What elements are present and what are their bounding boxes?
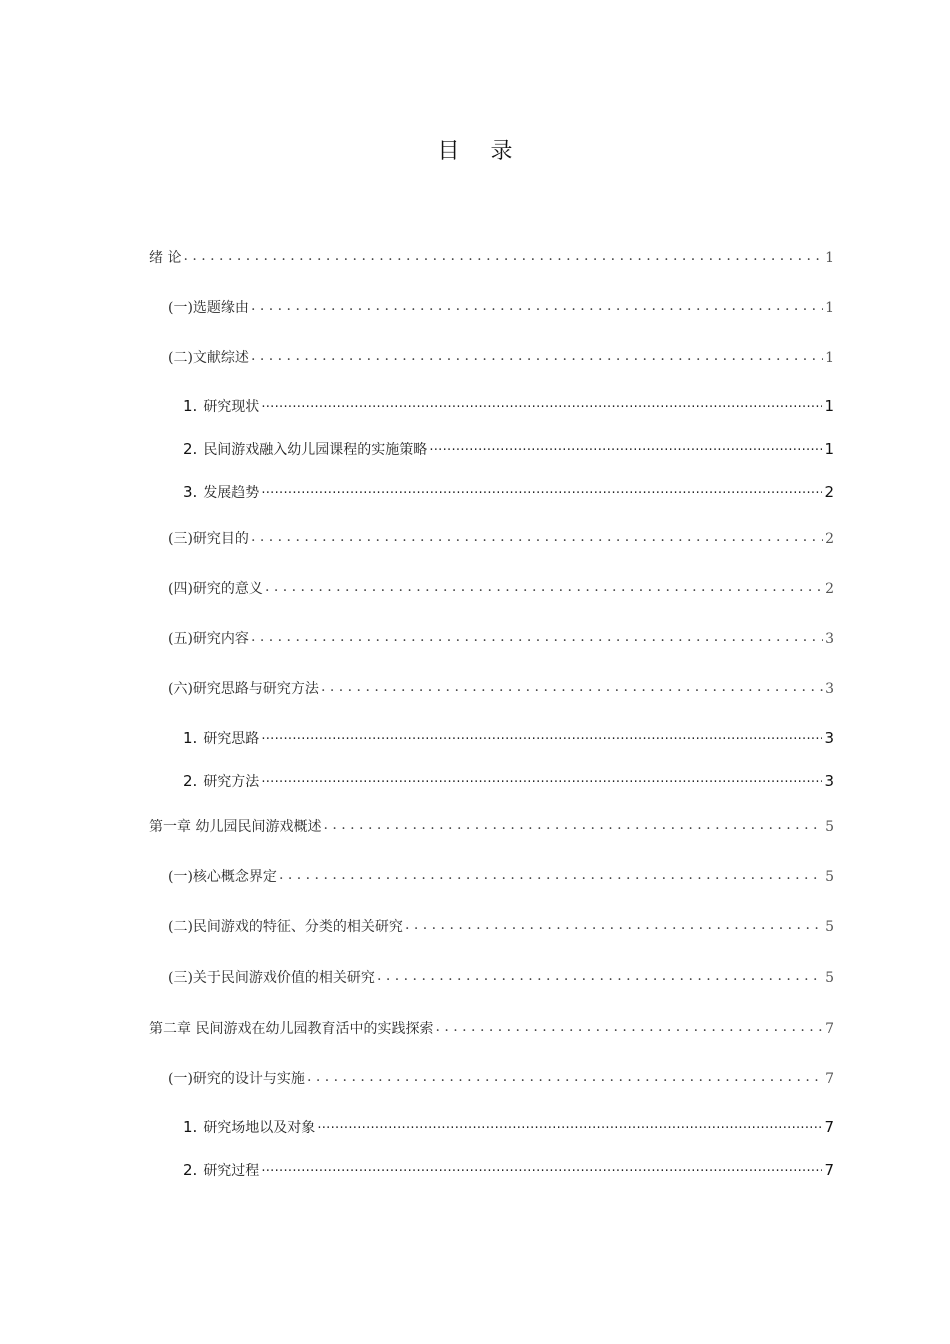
- toc-entry-label: (六)研究思路与研究方法: [168, 681, 319, 697]
- toc-entry-label: 第二章 民间游戏在幼儿园教育活中的实践探索: [149, 1021, 434, 1037]
- toc-dot-leader: [429, 439, 822, 454]
- toc-dot-leader: [261, 482, 822, 497]
- toc-dot-leader: [317, 1117, 822, 1132]
- toc-entry-subsection[interactable]: [183, 1117, 834, 1137]
- toc-entry-label: (一)核心概念界定: [168, 869, 277, 885]
- toc-entry-label: (一)选题缘由: [168, 300, 249, 316]
- toc-entry-label: 发展趋势: [203, 485, 260, 501]
- toc-entry-chapter[interactable]: [149, 1018, 834, 1038]
- toc-entry-label: (三)关于民间游戏价值的相关研究: [168, 970, 375, 986]
- toc-dot-leader: [307, 1069, 823, 1083]
- toc-entry-label: 研究场地以及对象: [203, 1120, 316, 1136]
- toc-entry-page: 7: [824, 1118, 834, 1136]
- toc-entry-label: 研究思路: [203, 731, 260, 747]
- toc-entry-subsection[interactable]: [183, 439, 834, 459]
- toc-entry-page: 7: [825, 1021, 834, 1037]
- toc-title: 目 录: [437, 139, 525, 164]
- toc-entry-subsection[interactable]: [183, 482, 834, 502]
- toc-entry-section[interactable]: [168, 628, 834, 648]
- toc-entry-number: 1.: [183, 397, 198, 415]
- toc-entry-section[interactable]: [168, 347, 834, 367]
- toc-entry-label: 民间游戏融入幼儿园课程的实施策略: [203, 442, 428, 458]
- toc-entry-label: 研究现状: [203, 399, 260, 415]
- toc-entry-section[interactable]: [168, 1068, 834, 1088]
- toc-dot-leader: [405, 917, 823, 931]
- toc-entry-label: 第一章 幼儿园民间游戏概述: [149, 819, 322, 835]
- toc-dot-leader: [435, 1019, 823, 1033]
- toc-dot-leader: [261, 1160, 822, 1175]
- toc-entry-number: 3.: [183, 483, 198, 501]
- toc-entry-subsection[interactable]: [183, 728, 834, 748]
- toc-dot-leader: [279, 867, 823, 881]
- toc-entry-subsection[interactable]: [183, 1160, 834, 1180]
- toc-entry-number: 2.: [183, 772, 198, 790]
- toc-entry-chapter[interactable]: [149, 816, 834, 836]
- toc-dot-leader: [261, 396, 822, 411]
- toc-dot-leader: [321, 679, 823, 693]
- toc-entry-section[interactable]: [168, 866, 834, 886]
- toc-entry-label: (一)研究的设计与实施: [168, 1071, 305, 1087]
- toc-dot-leader: [251, 529, 823, 543]
- toc-entry-subsection[interactable]: [183, 396, 834, 416]
- toc-entry-page: 5: [825, 819, 834, 835]
- toc-entry-chapter[interactable]: [149, 247, 834, 267]
- toc-dot-leader: [261, 728, 822, 743]
- toc-entry-label: (四)研究的意义: [168, 581, 263, 597]
- toc-dot-leader: [265, 579, 823, 593]
- toc-entry-page: 2: [825, 581, 834, 597]
- toc-entry-section[interactable]: [168, 528, 834, 548]
- toc-dot-leader: [323, 817, 823, 831]
- toc-entry-page: 2: [824, 483, 834, 501]
- toc-entry-page: 1: [825, 250, 834, 266]
- toc-entry-page: 3: [824, 729, 834, 747]
- toc-dot-leader: [251, 298, 823, 312]
- toc-entry-page: 5: [825, 919, 834, 935]
- toc-entry-label: (二)民间游戏的特征、分类的相关研究: [168, 919, 403, 935]
- toc-dot-leader: [261, 771, 822, 786]
- toc-entry-section[interactable]: [168, 916, 834, 936]
- toc-entry-label: 研究方法: [203, 774, 260, 790]
- toc-entry-label: (三)研究目的: [168, 531, 249, 547]
- toc-entry-section[interactable]: [168, 678, 834, 698]
- toc-entry-number: 1.: [183, 1118, 198, 1136]
- toc-entry-page: 1: [824, 397, 834, 415]
- toc-entry-section[interactable]: [168, 578, 834, 598]
- toc-entry-label: 研究过程: [203, 1163, 260, 1179]
- toc-entry-subsection[interactable]: [183, 771, 834, 791]
- toc-entry-label: (五)研究内容: [168, 631, 249, 647]
- toc-entry-page: 7: [824, 1161, 834, 1179]
- toc-dot-leader: [183, 248, 823, 262]
- toc-entry-page: 5: [825, 869, 834, 885]
- toc-dot-leader: [377, 968, 823, 982]
- toc-entry-label: 绪 论: [149, 250, 182, 266]
- toc-entry-page: 3: [824, 772, 834, 790]
- toc-entry-section[interactable]: [168, 297, 834, 317]
- toc-entry-page: 1: [825, 300, 834, 316]
- toc-entry-number: 1.: [183, 729, 198, 747]
- toc-dot-leader: [251, 629, 823, 643]
- toc-entry-page: 3: [825, 631, 834, 647]
- toc-entry-page: 7: [825, 1071, 834, 1087]
- toc-entry-label: (二)文献综述: [168, 350, 249, 366]
- toc-entry-page: 2: [825, 531, 834, 547]
- toc-entry-number: 2.: [183, 1161, 198, 1179]
- toc-entry-number: 2.: [183, 440, 198, 458]
- toc-entry-section[interactable]: [168, 967, 834, 987]
- toc-entry-page: 1: [825, 350, 834, 366]
- toc-entry-page: 5: [825, 970, 834, 986]
- toc-entry-page: 1: [824, 440, 834, 458]
- toc-dot-leader: [251, 348, 823, 362]
- toc-entry-page: 3: [825, 681, 834, 697]
